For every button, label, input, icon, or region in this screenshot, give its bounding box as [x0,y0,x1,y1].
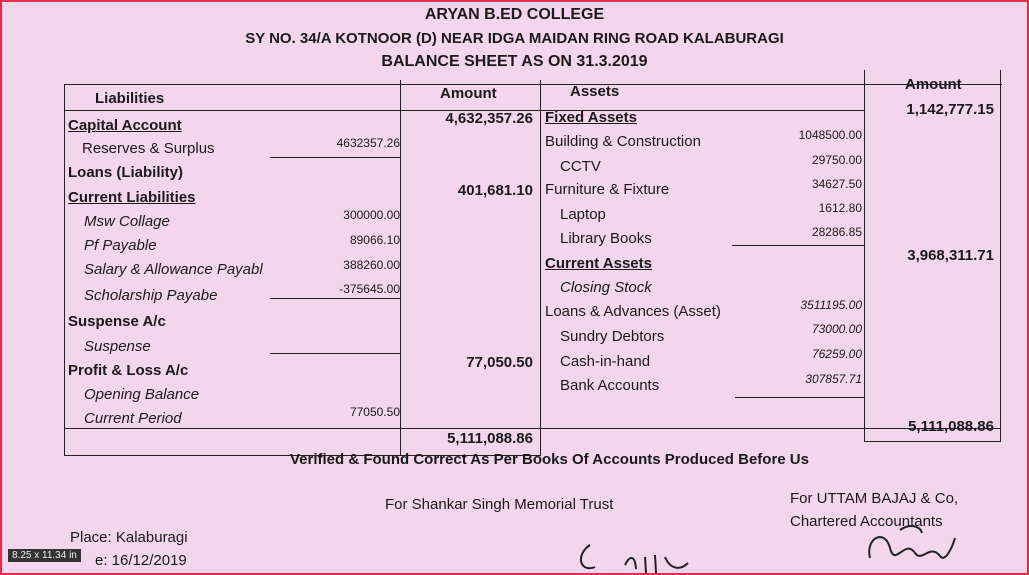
scholarship-label: Scholarship Payabe [84,287,218,304]
table-top-border [64,84,1002,85]
trust-signatory: For Shankar Singh Memorial Trust [385,496,614,513]
current-assets-heading: Current Assets [545,255,652,272]
building-label: Building & Construction [545,133,701,150]
subtotal-rule [270,298,400,299]
auditor-line-2: Chartered Accountants [790,513,943,530]
bank-value: 307857.71 [805,372,862,386]
current-period-value: 77050.50 [349,405,400,419]
totals-top-border [64,428,1001,429]
suspense-label: Suspense [84,338,151,355]
table-left-border [64,84,65,456]
college-name: ARYAN B.ED COLLEGE [424,6,605,23]
date: e: 16/12/2019 [95,552,187,569]
subtotal-rule [270,353,400,354]
loans-advances-value: 3511195.00 [800,298,862,312]
cash-label: Cash-in-hand [560,353,651,370]
column-divider-3 [864,70,865,442]
furniture-value: 34627.50 [811,177,862,191]
column-divider-2 [540,80,541,456]
auditor-signature-icon [860,518,960,573]
profit-loss-total: 77,050.50 [466,354,533,371]
profit-loss-label: Profit & Loss A/c [68,362,189,379]
assets-grand-total: 5,111,088.86 [908,418,994,435]
sundry-debtors-value: 73000.00 [811,322,862,336]
msw-college-value: 300000.00 [343,208,400,222]
current-liabilities-heading: Current Liabilities [68,189,196,206]
library-value: 28286.85 [811,225,862,239]
header-assets: Assets [570,83,620,100]
fixed-assets-heading: Fixed Assets [545,109,637,126]
suspense-ac-label: Suspense A/c [68,313,166,330]
header-amount-1: Amount [440,85,497,102]
header-liabilities: Liabilities [95,90,165,107]
laptop-value: 1612.80 [818,201,862,215]
column-divider-1 [400,80,401,456]
current-assets-total: 3,968,311.71 [907,247,994,264]
closing-stock-label: Closing Stock [560,279,652,296]
bank-label: Bank Accounts [560,377,660,394]
capital-account-heading: Capital Account [68,117,182,134]
balance-sheet-title: BALANCE SHEET AS ON 31.3.2019 [381,53,648,70]
liabilities-grand-total: 5,111,088.86 [447,430,533,447]
header-amount-2: Amount [905,76,962,93]
show-through-text [430,290,438,316]
library-label: Library Books [560,230,652,247]
building-value: 1048500.00 [798,128,862,142]
cctv-label: CCTV [560,158,601,175]
cctv-value: 29750.00 [811,153,862,167]
college-address: SY NO. 34/A KOTNOOR (D) NEAR IDGA MAIDAN RING ROAD KALABURAGI [245,30,784,47]
loans-advances-label: Loans & Advances (Asset) [545,303,721,320]
subtotal-rule [735,397,865,398]
subtotal-rule [270,157,400,158]
opening-balance-label: Opening Balance [84,386,200,403]
current-period-label: Current Period [84,410,182,427]
table-right-border [1000,70,1001,442]
furniture-label: Furniture & Fixture [545,181,670,198]
place: Place: Kalaburagi [70,529,188,546]
reserves-surplus-value: 4632357.26 [336,136,400,150]
page-size-stamp: 8.25 x 11.34 in [8,549,81,562]
totals-right-bottom-border [864,441,1001,442]
subtotal-rule [732,245,864,246]
msw-college-label: Msw Collage [84,213,170,230]
sundry-debtors-label: Sundry Debtors [560,328,665,345]
verified-statement: Verified & Found Correct As Per Books Of Accounts Produced Before Us [290,451,809,468]
trust-signature-icon [570,535,710,575]
reserves-surplus-label: Reserves & Surplus [82,140,215,157]
fixed-assets-total: 1,142,777.15 [906,101,994,118]
loans-label: Loans (Liability) [68,164,184,181]
laptop-label: Laptop [560,206,606,223]
scholarship-value: -375645.00 [339,282,400,296]
salary-value: 388260.00 [343,258,400,272]
salary-label: Salary & Allowance Payabl [84,261,263,278]
capital-total: 4,632,357.26 [445,110,533,127]
pf-payable-label: Pf Payable [84,237,157,254]
cash-value: 76259.00 [811,347,862,361]
pf-payable-value: 89066.10 [349,233,400,247]
auditor-line-1: For UTTAM BAJAJ & Co, [790,490,959,507]
current-liabilities-total: 401,681.10 [457,182,533,199]
